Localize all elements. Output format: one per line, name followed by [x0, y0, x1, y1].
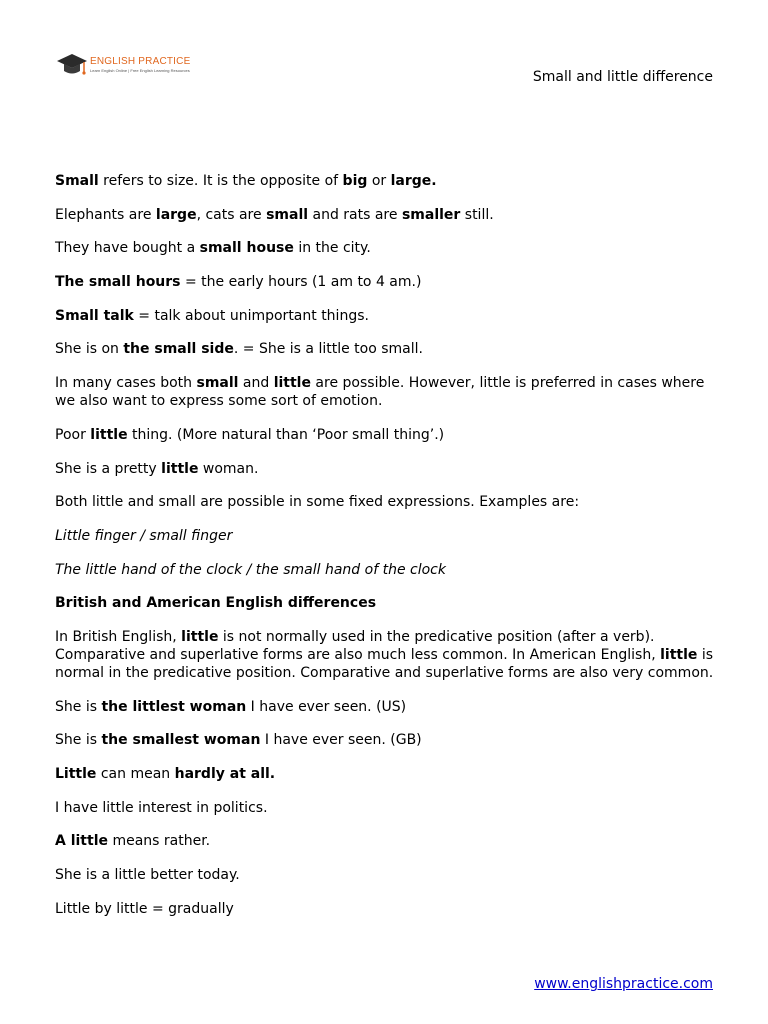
- paragraph: [55, 273, 715, 291]
- bold-text: hardly at all.: [174, 766, 276, 782]
- bold-text: little: [660, 646, 698, 663]
- text-run: can mean: [96, 766, 175, 782]
- text-run: Elephants are: [55, 206, 156, 223]
- text-run: in the city.: [293, 240, 371, 257]
- text-run: I have little interest in politics.: [55, 799, 268, 816]
- bold-text: small: [266, 206, 309, 223]
- text-run: is normal in the predicative position. Comparative and superlative forms are also very common.: [55, 646, 714, 681]
- bold-text: the littlest woman: [101, 698, 247, 715]
- text-run: Little by little = gradually: [55, 900, 234, 917]
- text-run: are possible. However, little is preferred in cases where we also want to express some sort of emotion.: [55, 375, 705, 410]
- paragraph: [55, 172, 715, 190]
- bold-text: small: [196, 375, 239, 392]
- text-run: In many cases both: [55, 375, 197, 392]
- paragraph: [55, 799, 715, 817]
- text-run: I have ever seen. (US): [246, 698, 407, 715]
- text-run: I have ever seen. (GB): [260, 732, 422, 749]
- paragraph: [55, 561, 715, 579]
- text-run: woman.: [198, 460, 259, 477]
- bold-text: Small: [55, 173, 99, 189]
- paragraph: [55, 594, 715, 612]
- paragraph: [55, 206, 715, 224]
- text-run: She is a little better today.: [55, 867, 240, 884]
- paragraph: [55, 493, 715, 511]
- paragraph: [55, 374, 715, 410]
- text-run: is not normally used in the predicative position (after a verb). Comparative and superlative forms are also much less common. In American English,: [55, 628, 661, 663]
- bold-text: smaller: [401, 206, 461, 223]
- text-run: means rather.: [108, 833, 211, 850]
- text-run: = talk about unimportant things.: [133, 307, 369, 324]
- document-title: Small and little difference: [532, 69, 713, 85]
- paragraph: [55, 426, 715, 444]
- bold-text: little: [161, 460, 199, 477]
- bold-text: British and American English differences: [55, 595, 377, 612]
- logo-title: ENGLISH PRACTICE: [90, 56, 191, 67]
- bold-text: large.: [390, 173, 437, 189]
- italic-text: The little hand of the clock / the small hand of the clock: [55, 561, 446, 578]
- document-body: [55, 172, 715, 933]
- bold-text: the smallest woman: [101, 732, 261, 749]
- text-run: In British English,: [55, 628, 182, 645]
- bold-text: little: [273, 375, 311, 392]
- text-run: Poor: [55, 426, 91, 443]
- paragraph: [55, 698, 715, 716]
- text-run: Both little and small are possible in some fixed expressions. Examples are:: [55, 494, 580, 511]
- bold-text: small house: [199, 240, 294, 257]
- text-run: They have bought a: [55, 240, 200, 257]
- paragraph: [55, 628, 715, 682]
- text-run: She is a pretty: [55, 460, 162, 477]
- footer-website-link[interactable]: www.englishpractice.com: [534, 976, 713, 992]
- paragraph: [55, 307, 715, 325]
- graduation-cap-icon: [56, 52, 88, 78]
- text-run: and: [238, 375, 274, 392]
- text-run: or: [367, 173, 391, 189]
- bold-text: The small hours: [55, 274, 181, 291]
- bold-text: Little: [55, 766, 97, 782]
- text-run: = the early hours (1 am to 4 am.): [180, 274, 422, 291]
- text-run: She is: [55, 732, 102, 749]
- text-run: still.: [460, 206, 494, 223]
- bold-text: Small talk: [55, 307, 134, 324]
- bold-text: large: [155, 206, 197, 223]
- italic-text: Little finger / small finger: [55, 527, 233, 544]
- paragraph: [55, 239, 715, 257]
- text-run: She is: [55, 698, 102, 715]
- paragraph: [55, 832, 715, 850]
- text-run: She is on: [55, 341, 124, 358]
- text-run: refers to size. It is the opposite of: [98, 173, 343, 189]
- bold-text: A little: [55, 833, 108, 850]
- logo-tagline: Learn English Online | Free English Learning Resources: [90, 68, 190, 73]
- paragraph: [55, 527, 715, 545]
- bold-text: big: [342, 173, 368, 189]
- bold-text: little: [181, 628, 219, 645]
- text-run: thing. (More natural than ‘Poor small thing’.): [127, 426, 445, 443]
- paragraph: [55, 900, 715, 918]
- bold-text: little: [90, 426, 128, 443]
- text-run: . = She is a little too small.: [233, 341, 423, 358]
- paragraph: [55, 866, 715, 884]
- text-run: and rats are: [308, 206, 402, 223]
- paragraph: [55, 731, 715, 749]
- paragraph: [55, 340, 715, 358]
- bold-text: the small side: [123, 341, 234, 358]
- paragraph: [55, 765, 715, 783]
- paragraph: [55, 460, 715, 478]
- text-run: , cats are: [196, 206, 267, 223]
- site-logo: [56, 50, 196, 80]
